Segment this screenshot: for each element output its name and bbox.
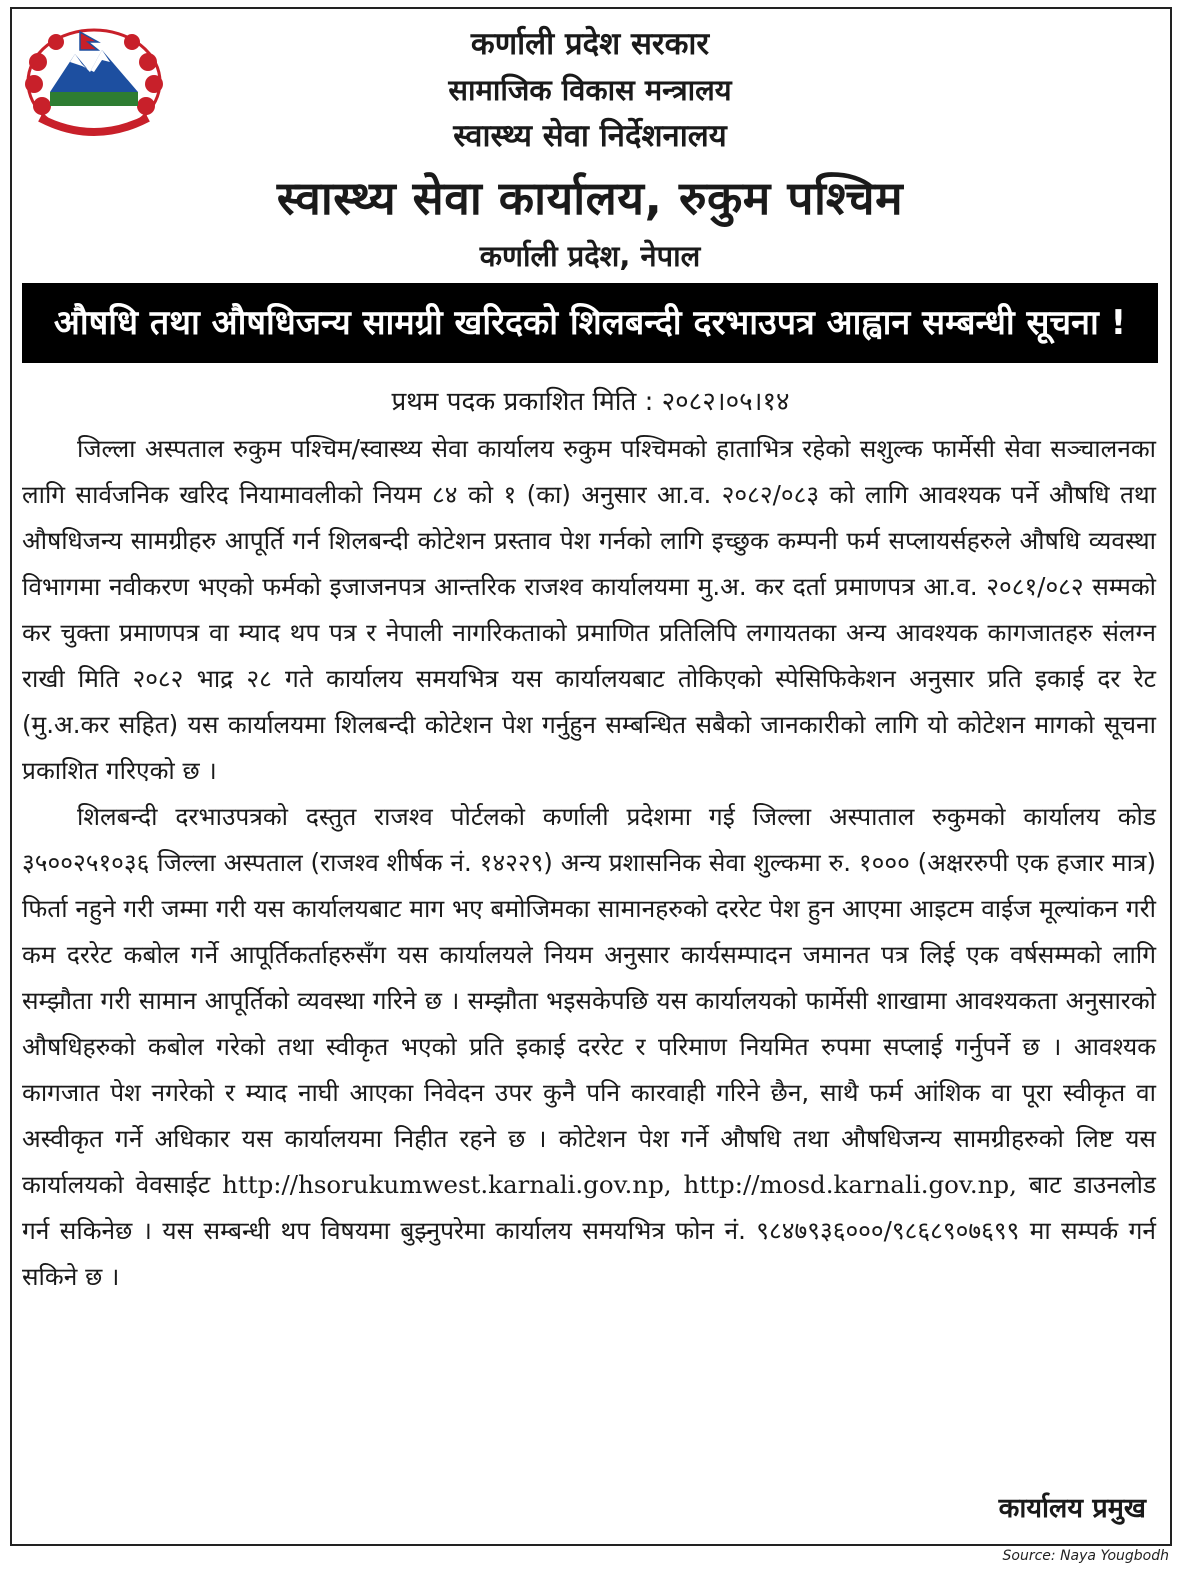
source-credit: Source: Naya Yougbodh: [1002, 1548, 1169, 1564]
notice-title-banner: औषधि तथा औषधिजन्य सामग्री खरिदको शिलबन्दी दरभाउपत्र आह्वान सम्बन्धी सूचना !: [22, 283, 1158, 363]
published-date: प्रथम पदक प्रकाशित मिति : २०८२।०५।१४: [391, 387, 790, 417]
paragraph-2: [22, 794, 1156, 1300]
nepal-emblem-icon: [20, 22, 168, 140]
ministry-line: सामाजिक विकास मन्त्रालय: [448, 73, 732, 107]
paragraph-1: जिल्ला अस्पताल रुकुम पश्चिम/स्वास्थ्य सेवा कार्यालय रुकुम पश्चिमको हाताभित्र रहेको सशुल्क फार्मेसी सेवा सञ्चालनका लागि सार्वजनिक खरिद नियामावलीको नियम ८४ को १ (का) अनुसार आ.व. २०८२/०८३ को लागि आवश्यक पर्ने औषधि तथा औषधिजन्य सामग्रीहरु आपूर्ति गर्न शिलबन्दी कोटेशन प्रस्ताव पेश गर्नको लागि इच्छुक कम्पनी फर्म सप्लायर्सहरुले औषधि व्यवस्था विभागमा नवीकरण भएको फर्मको इजाजनपत्र आन्तरिक राजश्व कार्यालयमा मु.अ. कर दर्ता प्रमाणपत्र आ.व. २०८१/०८२ सम्मको कर चुक्ता प्रमाणपत्र वा म्याद थप पत्र र नेपाली नागरिकताको प्रमाणित प्रतिलिपि लगायतका अन्य आवश्यक कागजातहरु संलग्न राखी मिति २०८२ भाद्र २८ गते कार्यालय समयभित्र यस कार्यालयबाट तोकिएको स्पेसिफिकेशन अनुसार प्रति इकाई दर रेट (मु.अ.कर सहित) यस कार्यालयमा शिलबन्दी कोटेशन पेश गर्नुहुन सम्बन्धित सबैको जानकारीको लागि यो कोटेशन मागको सूचना प्रकाशित गरिएको छ ।: [22, 434, 1156, 785]
signature-office-chief: कार्यालय प्रमुख: [998, 1493, 1146, 1524]
government-line: कर्णाली प्रदेश सरकार: [470, 26, 710, 62]
website-link-1[interactable]: http://hsorukumwest.karnali.gov.np,: [222, 1170, 672, 1199]
location-line: कर्णाली प्रदेश, नेपाल: [479, 239, 701, 273]
directorate-line: स्वास्थ्य सेवा निर्देशनालय: [453, 118, 727, 154]
notice-body: [22, 426, 1156, 1300]
paragraph-2-text-b: बाट डाउनलोड गर्न सकिनेछ । यस सम्बन्धी थप विषयमा बुझ्नुपरेमा कार्यालय समयभित्र फोन नं. ९८४७९३६०००/९८६८९०७६९९ मा सम्पर्क गर्न सकिने छ ।: [22, 1170, 1157, 1291]
website-link-2[interactable]: http://mosd.karnali.gov.np,: [683, 1170, 1017, 1199]
office-title: स्वास्थ्य सेवा कार्यालय, रुकुम पश्चिम: [276, 171, 904, 225]
paragraph-2-text-a: शिलबन्दी दरभाउपत्रको दस्तुत राजश्व पोर्टलको कर्णाली प्रदेशमा गई जिल्ला अस्पाताल रुकुमको कार्यालय कोड ३५००२५१०३६ जिल्ला अस्पताल (राजश्व शीर्षक नं. १४२२९) अन्य प्रशासनिक सेवा शुल्कमा रु. १००० (अक्षररुपी एक हजार मात्र) फिर्ता नहुने गरी जम्मा गरी यस कार्यालयबाट माग भए बमोजिमका सामानहरुको दररेट पेश हुन आएमा आइटम वाईज मूल्यांकन गरी कम दररेट कबोल गर्ने आपूर्तिकर्ताहरुसँग यस कार्यालयले नियम अनुसार कार्यसम्पादन जमानत पत्र लिई एक वर्षसम्मको लागि सम्झौता गरी सामान आपूर्तिको व्यवस्था गरिने छ । सम्झौता भइसकेपछि यस कार्यालयको फार्मेसी शाखामा आवश्यकता अनुसारको औषधिहरुको कबोल गरेको तथा स्वीकृत भएको प्रति इकाई दररेट र परिमाण नियमित रुपमा सप्लाई गर्नुपर्ने छ । आवश्यक कागजात पेश नगरेको र म्याद नाघी आएका निवेदन उपर कुनै पनि कारवाही गरिने छैन, साथै फर्म आंशिक वा पूरा स्वीकृत वा अस्वीकृत गर्ने अधिकार यस कार्यालयमा निहीत रहने छ । कोटेशन पेश गर्ने औषधि तथा औषधिजन्य सामग्रीहरुको लिष्ट यस कार्यालयको वेवसाईट: [22, 802, 1156, 1199]
